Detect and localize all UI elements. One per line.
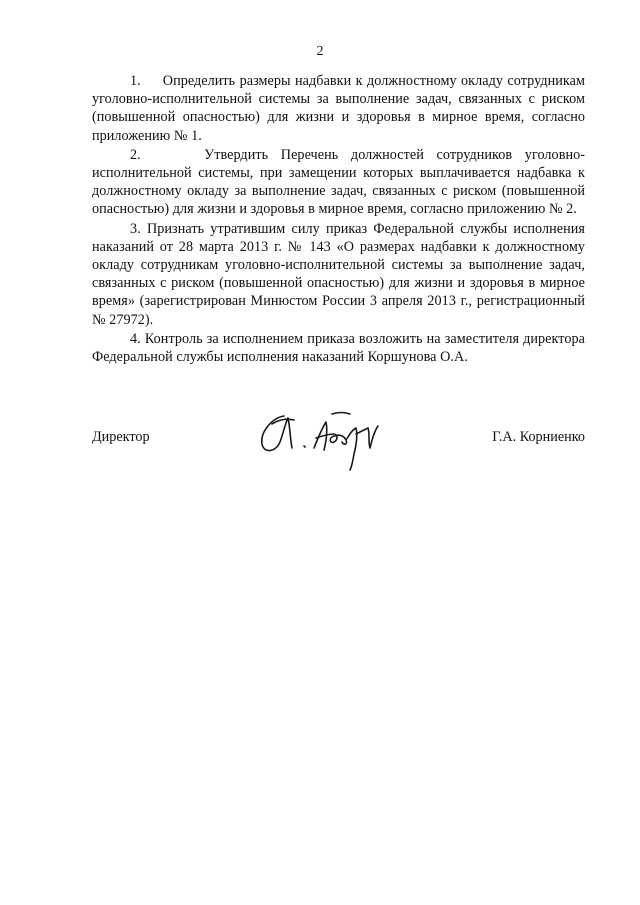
signatory-title: Директор [92, 429, 150, 445]
paragraph-number: 2. [130, 146, 141, 163]
paragraph-text: Утвердить Перечень должностей сотрудников уголовно-исполнительной системы, при замещении которых выплачивается надбавка к должностному окладу за выполнение задач, связанных с риском (повышенной опасностью) для жизни и здоровья в мирное время, согласно приложению № 2. [92, 146, 585, 218]
paragraph-3 [92, 220, 585, 329]
signatory-name: Г.А. Корниенко [492, 429, 585, 445]
paragraph-text: Признать утратившим силу приказ Федеральной службы исполнения наказаний от 28 марта 2013 г. № 143 «О размерах надбавки к должностному окладу сотрудникам уголовно-исполнительной системы за выполнение задач, связанных с риском (повышенной опасностью) для жизни и здоровья в мирное время» (зарегистрирован Минюстом России 3 апреля 2013 г., регистрационный № 27972). [92, 220, 585, 328]
paragraph-number: 1. [130, 73, 141, 89]
paragraph-1 [92, 72, 585, 145]
signature-block [92, 398, 585, 478]
paragraph-text: Определить размеры надбавки к должностному окладу сотрудникам уголовно-исполнительной системы за выполнение задач, связанных с риском (повышенной опасностью) для жизни и здоровья в мирное время, согласно приложению № 1. [92, 73, 586, 144]
paragraph-2 [92, 146, 585, 219]
paragraph-text: Контроль за исполнением приказа возложить на заместителя директора Федеральной службы исполнения наказаний Коршунова О.А. [92, 330, 585, 366]
paragraph-number: 4. [130, 330, 141, 347]
document-body [92, 72, 585, 367]
paragraph-4 [92, 330, 585, 366]
handwritten-signature [252, 398, 412, 478]
paragraph-number: 3. [130, 220, 141, 237]
page-number: 2 [316, 44, 324, 59]
